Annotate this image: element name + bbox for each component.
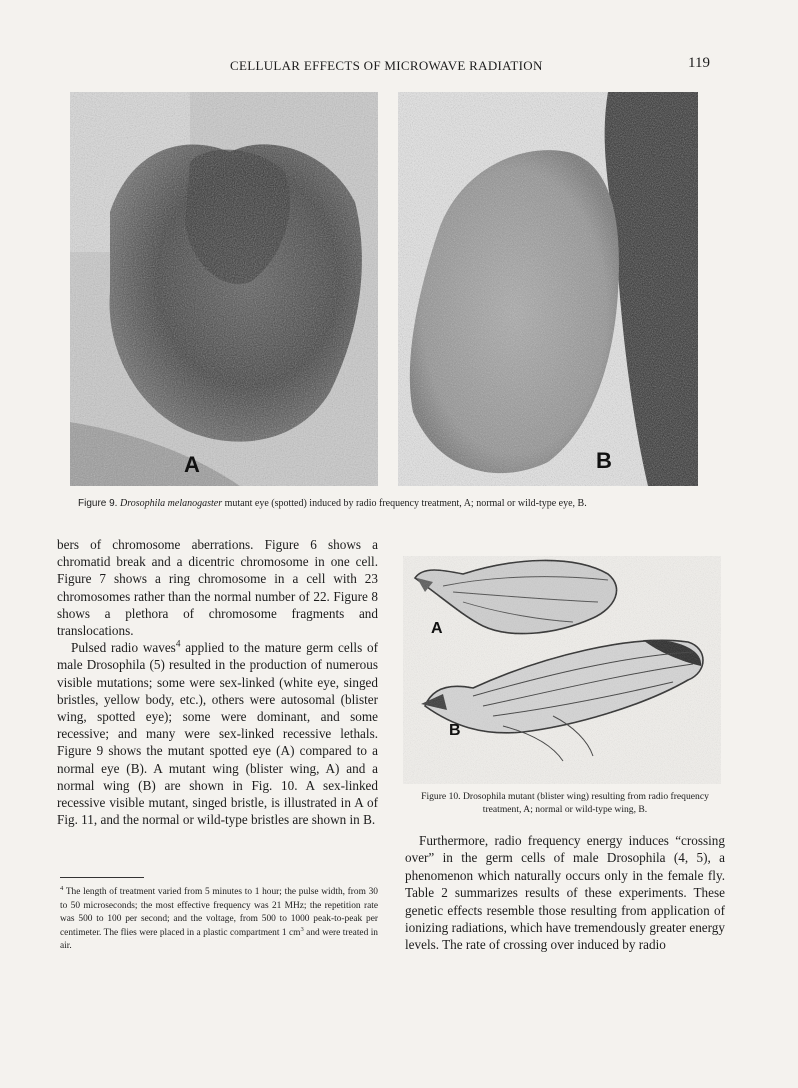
footnote-divider [60, 877, 144, 878]
page-number: 119 [688, 55, 710, 71]
page-header [0, 55, 798, 78]
running-head: CELLULAR EFFECTS OF MICROWAVE RADIATION [230, 58, 543, 73]
figure9-caption-text: mutant eye (spotted) induced by radio frequency treatment, A; normal or wild-type eye, B. [224, 498, 587, 509]
figure10-wings-photo [403, 556, 721, 784]
footnote-superscript: 3 [300, 925, 304, 933]
left-column [57, 536, 378, 828]
right-column [405, 832, 725, 954]
right-paragraph: Furthermore, radio frequency energy induces “crossing over” in the germ cells of male Drosophila (4, 5), a phenomenon which naturally occurs only in the female fly. Table 2 summarizes results of these experiments. These genetic effects resemble those resulting from application of ionizing radiations, which have tremendously greater energy levels. The rate of crossing over induced by radio [405, 833, 725, 953]
footnote-text: The length of treatment varied from 5 minutes to 1 hour; the pulse width, from 30 to 50 microseconds; the most effective frequency was 21 MHz; the repetition rate was 500 to 100 per second; and the voltage, from 500 to 1000 peak-to-peak per centimeter. The flies were placed in a plastic compartment 1 cm [60, 887, 378, 938]
figure10-caption: Figure 10. Drosophila mutant (blister wing) resulting from radio frequency treatment, A; normal or wild-type wing, B. [421, 791, 709, 815]
left-paragraph-1: bers of chromosome aberrations. Figure 6 shows a chromatid break and a dicentric chromosome in one cell. Figure 7 shows a ring chromosome in a cell with 23 chromosomes rather than the normal number of 22. Figure 8 shows a plethora of chromosome fragments and translocations. [57, 537, 378, 639]
figure9-caption [78, 498, 718, 509]
left-paragraph-2-start: Pulsed radio waves [71, 640, 176, 656]
figure9-caption-number: Figure 9. [78, 498, 118, 509]
figure9-panel-a-label: A [184, 452, 200, 477]
figure10-wing-a-label: A [431, 620, 443, 637]
figure10-wing-b-label: B [449, 722, 461, 739]
footnote-text-end: and were treated in air. [60, 927, 378, 952]
footnote-reference[interactable]: 4 [175, 638, 181, 649]
footnote [60, 886, 378, 954]
figure9-photo-normal-eye [398, 92, 698, 486]
figure9-caption-species: Drosophila melanogaster [119, 498, 223, 509]
figure9-panel-b-label: B [596, 448, 612, 473]
figure9-photo-mutant-eye [70, 92, 378, 486]
left-paragraph-2-text: applied to the mature germ cells of male Drosophila (5) resulted in the production of numerous visible mutations; some were sex-linked (white eye, singed bristles, yellow body, etc.), others were autosomal (blister wing, spotted eye); some were dominant, and some recessive; and many were sex-linked recessive lethals. Figure 9 shows the mutant spotted eye (A) compared to a normal eye (B). A mutant wing (blister wing, A) and a normal wing (B) are shown in Fig. 10. A sex-linked recessive visible mutant, singed bristle, is illustrated in A of Fig. 11, and the normal or wild-type bristles are shown in B. [57, 640, 379, 828]
footnote-marker: 4 [60, 884, 64, 892]
left-paragraph-2 [57, 639, 378, 828]
